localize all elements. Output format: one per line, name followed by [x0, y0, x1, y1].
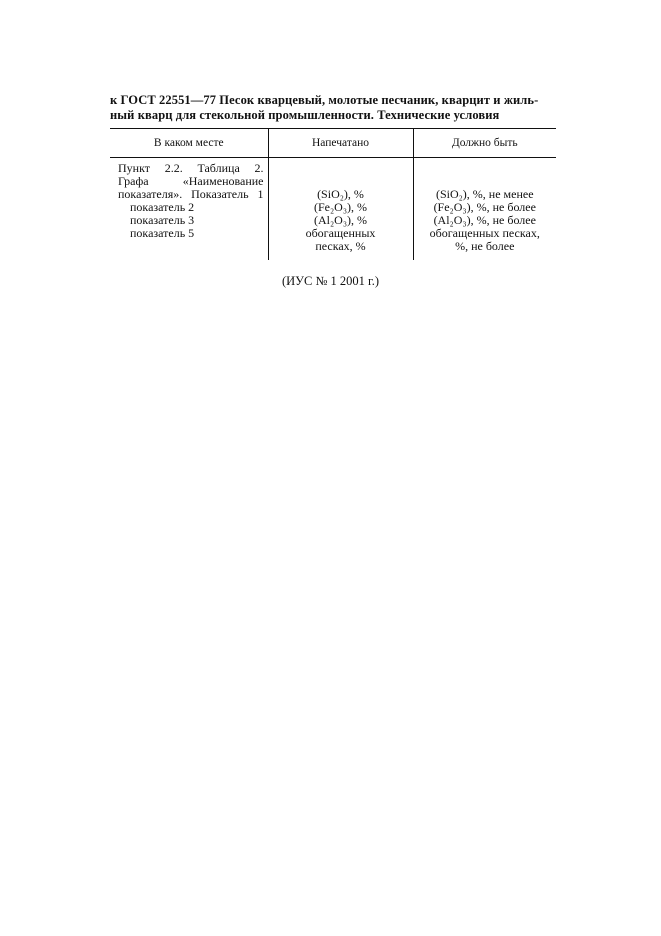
document-title-line-1: к ГОСТ 22551—77 Песок кварцевый, молотые песчаник, кварцит и жиль-	[110, 93, 539, 107]
where-line: показателя». Показатель 1	[118, 187, 264, 201]
document-title-line-2: ный кварц для стекольной промышленности. Технические условия	[110, 108, 500, 122]
should-be-line: (SiO₂), %, не менее	[435, 187, 534, 201]
errata-table	[110, 128, 556, 260]
cell-should-be	[413, 158, 556, 261]
table-row	[110, 158, 556, 261]
where-line: показатель 2	[130, 200, 195, 214]
should-be-line: (Fe₂O₃), %, не более	[433, 200, 536, 214]
document-title	[110, 93, 555, 123]
should-be-line: обогащенных песках,	[429, 226, 540, 240]
where-line: Пункт 2.2. Таблица 2.	[118, 161, 264, 175]
should-be-line: %, не более	[455, 239, 515, 253]
printed-line: обогащенных	[305, 226, 376, 240]
header-should-be: Должно быть	[413, 129, 556, 158]
cell-where	[110, 158, 268, 261]
printed-line: песках, %	[315, 239, 366, 253]
header-where: В каком месте	[110, 129, 268, 158]
cell-printed	[268, 158, 413, 261]
where-line: показатель 5	[130, 226, 195, 240]
source-reference: (ИУС № 1 2001 г.)	[281, 274, 380, 288]
table-header-row	[110, 129, 556, 158]
where-line: показатель 3	[130, 213, 195, 227]
printed-line: (Fe₂O₃), %	[313, 200, 368, 214]
should-be-line: (Al₂O₃), %, не более	[433, 213, 536, 227]
where-line: Графа «Наименование	[118, 174, 264, 188]
header-printed: Напечатано	[268, 129, 413, 158]
printed-line: (Al₂O₃), %	[313, 213, 368, 227]
printed-line: (SiO₂), %	[317, 187, 364, 201]
